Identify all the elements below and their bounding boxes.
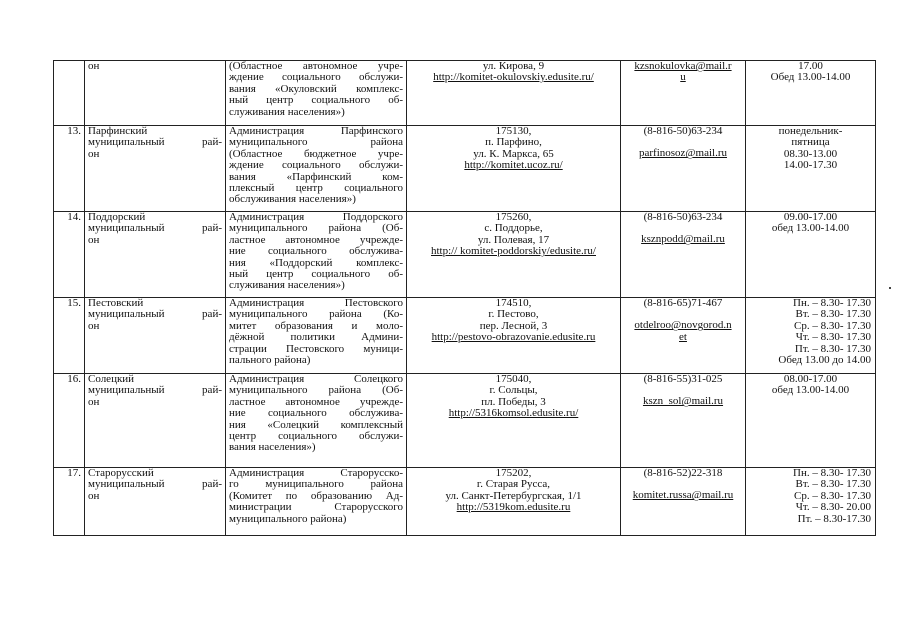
phone-number: (8-816-65)71-467 [643,297,723,309]
phone-number: (8-816-50)63-234 [643,125,723,137]
page-speck [889,287,891,289]
email-link[interactable]: kzsnokulovka@mail.r [634,60,732,72]
table-body [54,61,876,536]
address-cell [407,298,621,374]
row-number: 14. [54,212,85,298]
row-number [54,61,85,126]
contact-cell [621,468,746,536]
district-name: он [85,61,226,126]
row-number: 15. [54,298,85,374]
address-line: 175202, [495,467,532,479]
contact-cell [621,61,746,126]
table-row [54,298,876,374]
organization-name: Администрация Поддорского муниципального района (Об- ластное автономное учрежде- ние социального обслужива- ния «Поддорский комплекс- ный центр социального об- служивания населения») [226,212,407,298]
website-link[interactable]: http://5319kom.edusite.ru [456,501,571,514]
row-number: 17. [54,468,85,536]
address-line: 174510, [495,297,532,309]
address-line: г. Старая Русса, [476,478,551,491]
email-link[interactable]: u [680,71,686,84]
phone-number: (8-816-52)22-318 [643,467,723,479]
address-cell [407,126,621,212]
website-link[interactable]: http://pestovo-obrazovanie.edusite.ru [431,331,596,344]
table-row [54,468,876,536]
address-line: с. Поддорье, [484,222,543,235]
organization-name: Администрация Солецкого муниципального района (Об- ластное автономное учрежде- ние социального обслужива- ния «Солецкий комплексный центр социального обслужи- вания населения») [226,374,407,468]
address-line: пер. Лесной, 3 [479,319,548,332]
contact-cell [621,212,746,298]
working-hours: понедельник- пятница 08.30-13.00 14.00-17.30 [746,126,876,212]
website-link[interactable]: http://komitet-okulovskiy.edusite.ru/ [433,71,594,84]
website-link[interactable]: http://5316komsol.edusite.ru/ [448,407,579,420]
district-name: Парфинский муниципальный рай- он [85,126,226,212]
district-name: Старорусский муниципальный рай- он [85,468,226,536]
address-line: ул. Кирова, 9 [482,60,545,72]
address-line: ул. Санкт-Петербургская, 1/1 [445,489,582,502]
district-name: Пестовский муниципальный рай- он [85,298,226,374]
phone-number: (8-816-55)31-025 [643,373,723,385]
institutions-table [53,60,876,536]
table-row [54,212,876,298]
email-link[interactable]: et [679,330,687,343]
contact-cell [621,374,746,468]
working-hours: Пн. – 8.30- 17.30 Вт. – 8.30- 17.30 Ср. – 8.30- 17.30 Чт. – 8.30- 17.30 Пт. – 8.30- 17.30 Обед 13.00 до 14.00 [746,298,876,374]
working-hours: 17.00 Обед 13.00-14.00 [746,61,876,126]
address-line: п. Парфино, [485,136,542,149]
email-link[interactable]: ksznpodd@mail.ru [641,233,725,246]
address-cell [407,468,621,536]
email-link[interactable]: komitet.russa@mail.ru [632,489,734,502]
organization-name: (Областное автономное учре- ждение социального обслужи- вания «Окуловский комплекс- ный центр социального об- служивания населения») [226,61,407,126]
website-link[interactable]: http://komitet.ucoz.ru/ [464,159,563,172]
contact-cell [621,126,746,212]
contact-cell [621,298,746,374]
row-number: 16. [54,374,85,468]
address-cell [407,374,621,468]
address-line: 175040, [495,373,532,385]
table-row [54,61,876,126]
working-hours: 08.00-17.00 обед 13.00-14.00 [746,374,876,468]
email-link[interactable]: parfinosoz@mail.ru [638,147,728,160]
table-row [54,126,876,212]
address-line: 175130, [495,125,532,137]
email-link[interactable]: otdelroo@novgorod.n [634,319,732,332]
working-hours: Пн. – 8.30- 17.30 Вт. – 8.30- 17.30 Ср. – 8.30- 17.30 Чт. – 8.30- 20.00 Пт. – 8.30-17.30 [746,468,876,536]
working-hours: 09.00-17.00 обед 13.00-14.00 [746,212,876,298]
organization-name: Администрация Парфинского муниципального района (Областное бюджетное учре- ждение социального обслужи- вания «Парфинский ком- плексный центр социального обслуживания населения») [226,126,407,212]
phone-number: (8-816-50)63-234 [643,211,723,223]
website-link[interactable]: http:// komitet-poddorskiy/edusite.ru/ [431,245,596,258]
address-line: 175260, [495,211,532,223]
address-line: пл. Победы, 3 [481,395,546,408]
address-cell [407,61,621,126]
table-row [54,374,876,468]
row-number: 13. [54,126,85,212]
organization-name: Администрация Пестовского муниципального района (Ко- митет образования и моло- дёжной политики Админи- страции Пестовского муници- пального района) [226,298,407,374]
district-name: Поддорский муниципальный рай- он [85,212,226,298]
address-line: г. Пестово, [488,308,539,321]
district-name: Солецкий муниципальный рай- он [85,374,226,468]
address-line: г. Сольцы, [489,384,538,397]
address-line: ул. К. Маркса, 65 [473,147,554,160]
organization-name: Администрация Старорусско- го муниципального района (Комитет по образованию Ад- министрации Старорусского муниципального района) [226,468,407,536]
address-line: ул. Полевая, 17 [477,233,550,246]
email-link[interactable]: kszn_sol@mail.ru [642,395,724,408]
address-cell [407,212,621,298]
